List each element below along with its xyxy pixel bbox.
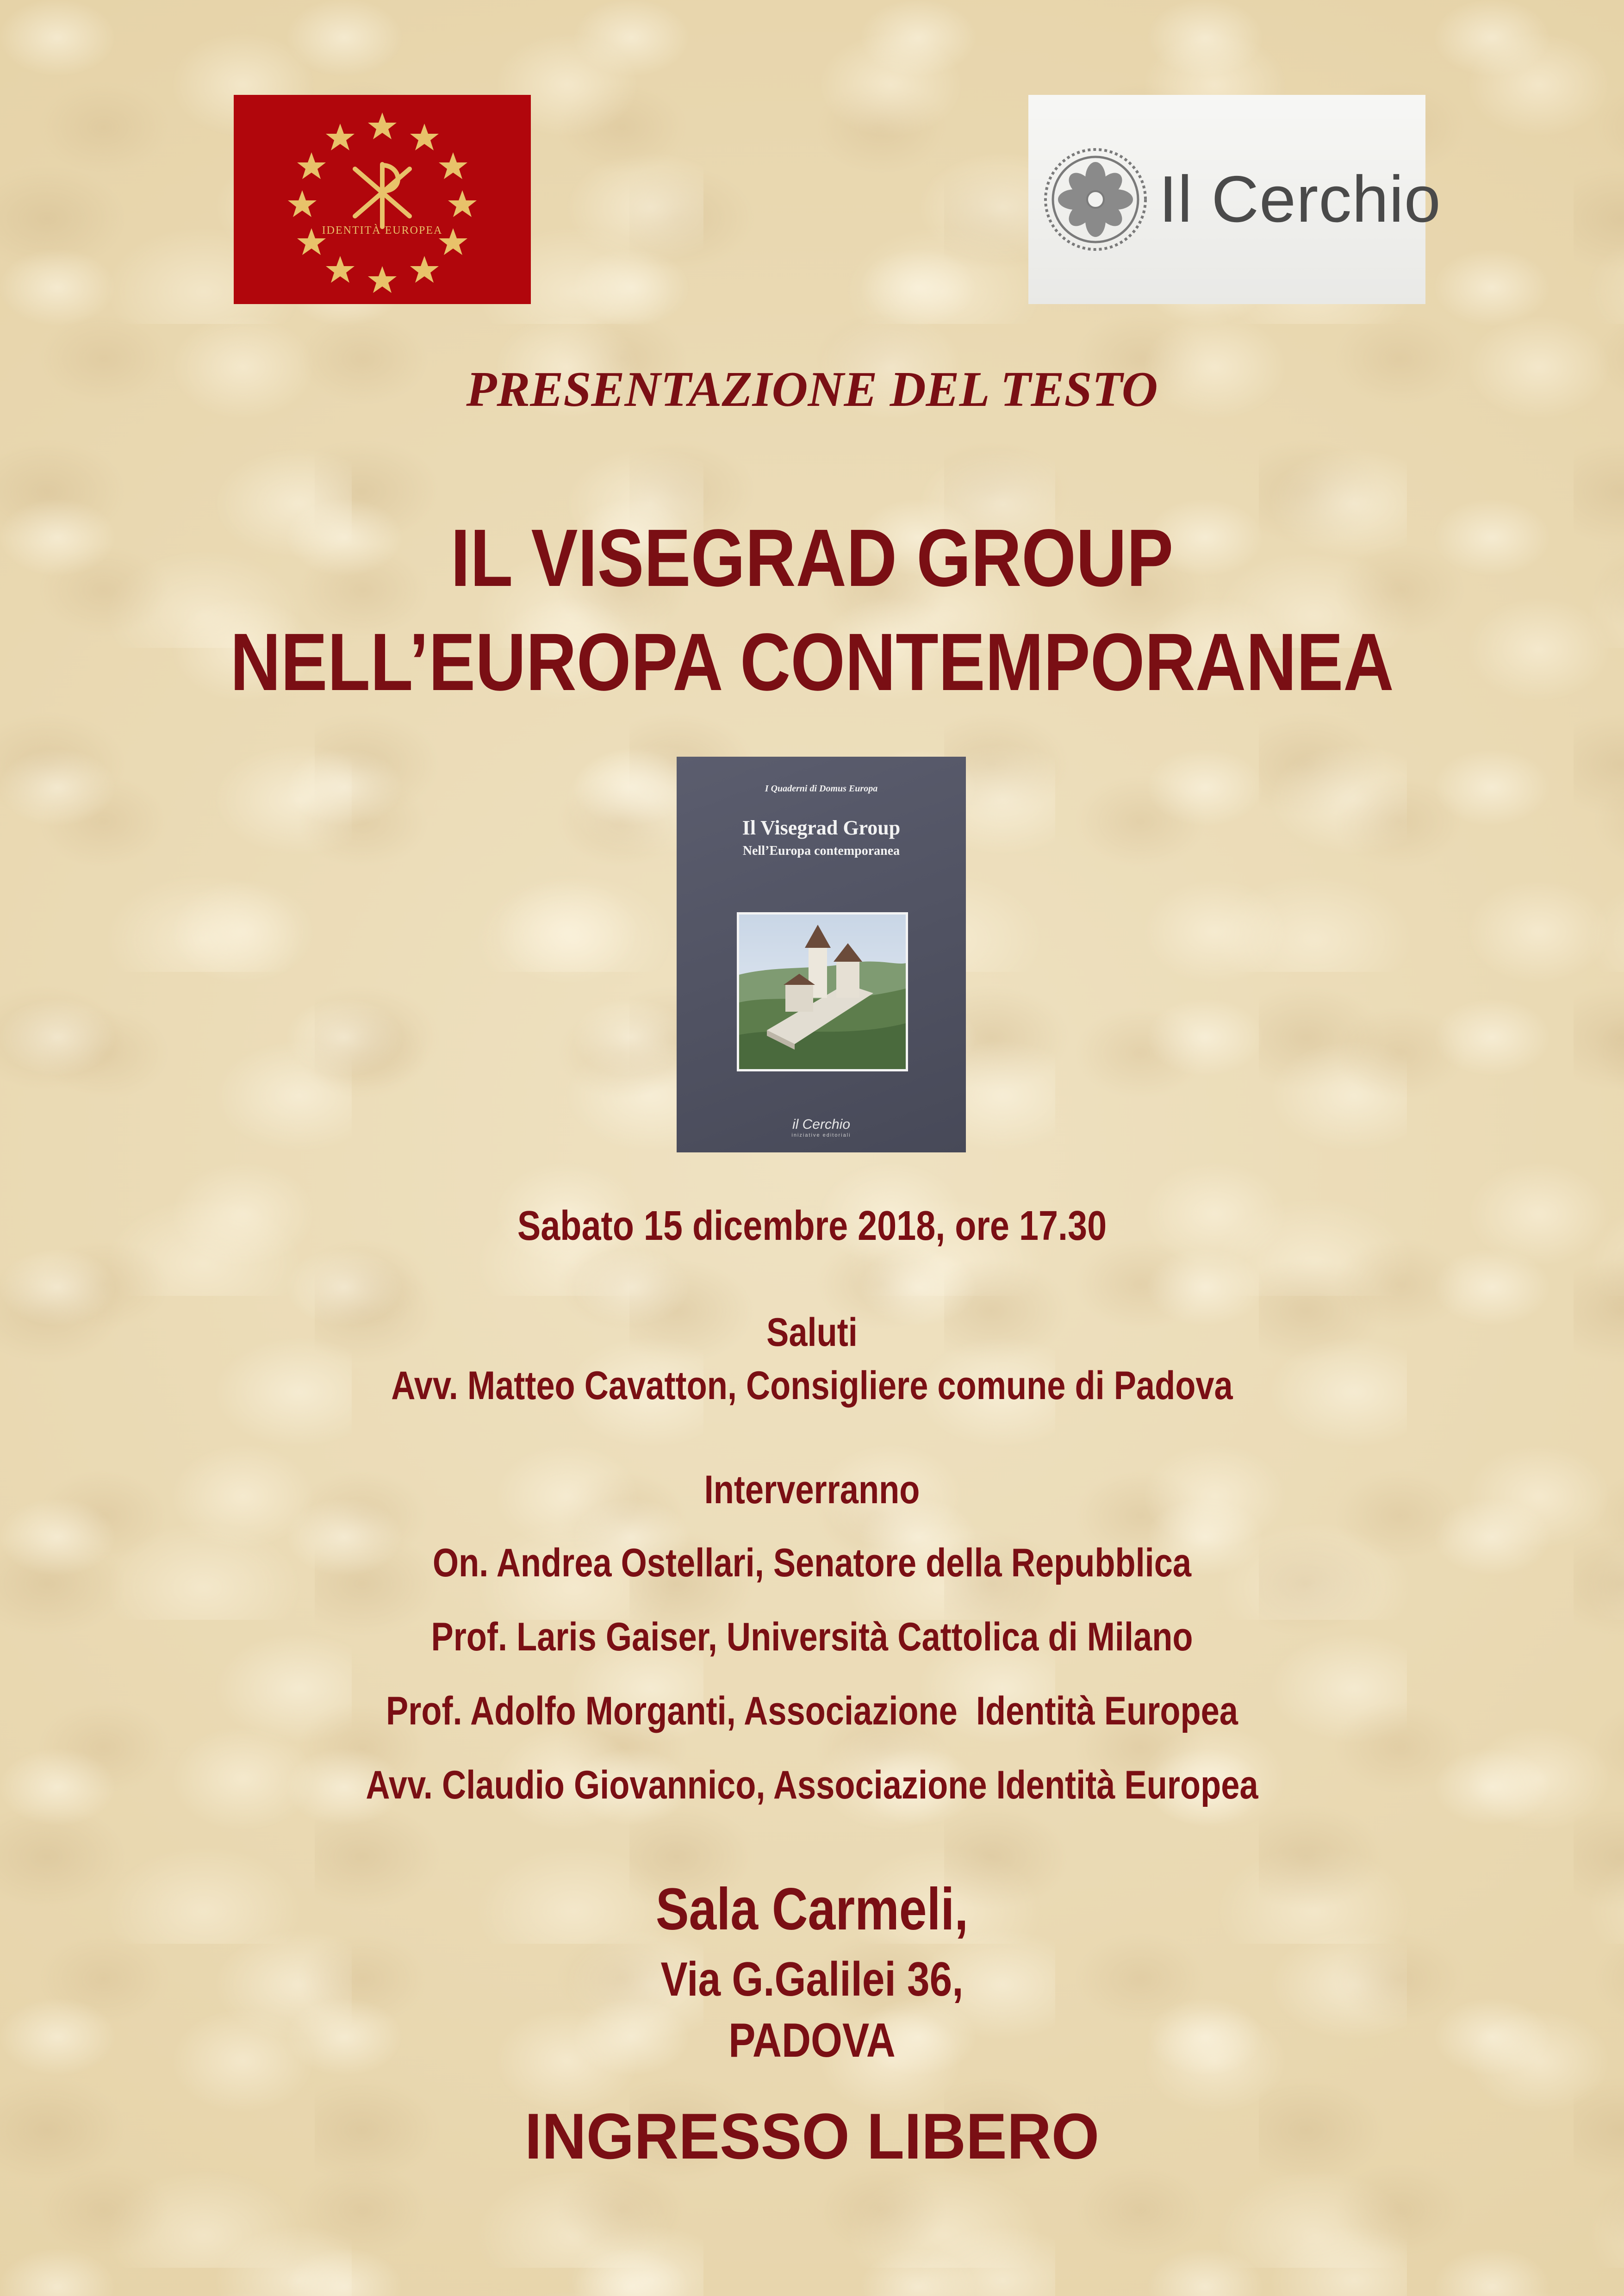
il-cerchio-logo xyxy=(1028,95,1441,304)
venue-street: Via G.Galilei 36, xyxy=(660,1953,964,2006)
venue-name: Sala Carmeli, xyxy=(655,1876,969,1942)
rosette-circle-emblem-icon xyxy=(1042,146,1149,253)
speakers-heading: Interverranno xyxy=(704,1468,920,1512)
free-entry-notice: INGRESSO LIBERO xyxy=(524,2100,1100,2172)
speaker-4: Avv. Claudio Giovannico, Associazione Identità Europea xyxy=(366,1763,1258,1807)
book-cover xyxy=(677,757,966,1152)
chi-rho-stars-emblem-icon xyxy=(234,95,531,304)
speaker-3: Prof. Adolfo Morganti, Associazione Identità Europea xyxy=(386,1689,1238,1733)
greetings-heading: Saluti xyxy=(766,1310,858,1355)
event-date: Sabato 15 dicembre 2018, ore 17.30 xyxy=(517,1203,1107,1249)
castle-photo xyxy=(737,912,908,1071)
venue-city: PADOVA xyxy=(728,2014,896,2067)
il-cerchio-logo-text: Il Cerchio xyxy=(1159,162,1441,236)
identita-europea-logo xyxy=(234,95,531,304)
book-subtitle: Nell’Europa contemporanea xyxy=(742,844,900,858)
presentation-subtitle: PRESENTAZIONE DEL TESTO xyxy=(466,362,1158,417)
book-publisher-subtitle: iniziative editoriali xyxy=(791,1132,851,1138)
book-publisher: il Cerchio xyxy=(792,1117,851,1132)
book-series: I Quaderni di Domus Europa xyxy=(765,784,878,794)
speaker-2: Prof. Laris Gaiser, Università Cattolica di Milano xyxy=(431,1615,1193,1659)
event-title-line-1: IL VISEGRAD GROUP xyxy=(450,513,1174,604)
identita-europea-logo-text: IDENTITÀ EUROPEA xyxy=(322,224,443,236)
event-title-line-2: NELL’EUROPA CONTEMPORANEA xyxy=(230,617,1394,708)
speaker-1: On. Andrea Ostellari, Senatore della Repubblica xyxy=(432,1541,1192,1585)
greetings-speaker: Avv. Matteo Cavatton, Consigliere comune di Padova xyxy=(391,1363,1233,1408)
book-title: Il Visegrad Group xyxy=(742,816,901,839)
